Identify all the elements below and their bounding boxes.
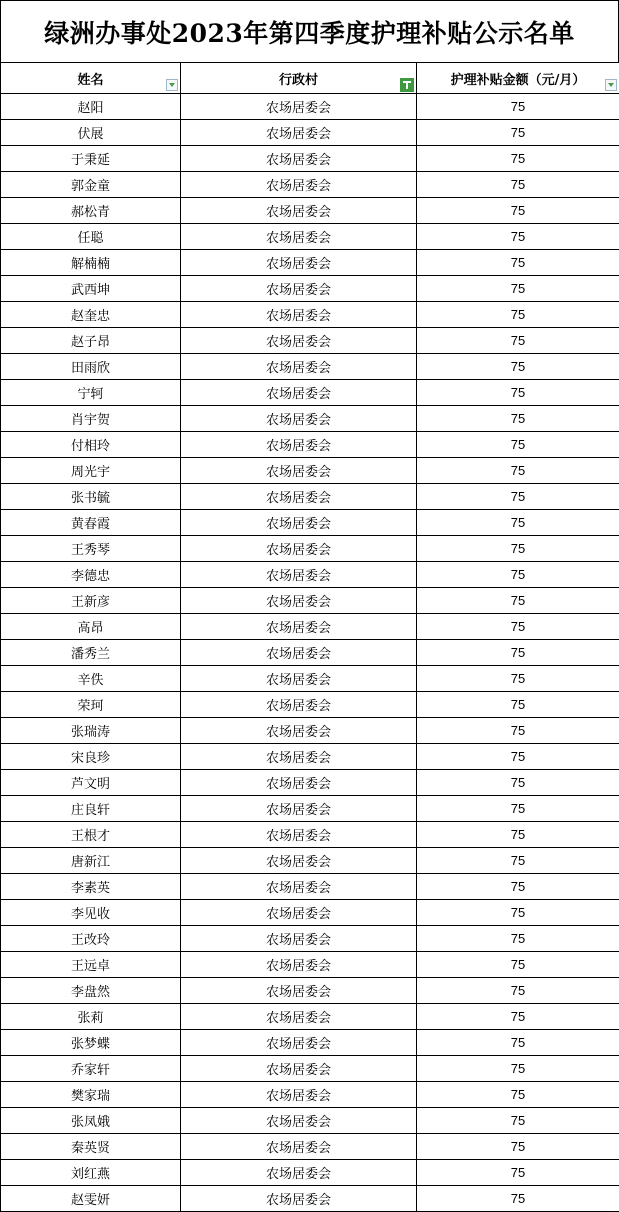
table-row bbox=[1, 302, 619, 328]
cell-village[interactable]: 农场居委会 bbox=[181, 614, 417, 640]
cell-village[interactable]: 农场居委会 bbox=[181, 536, 417, 562]
cell-village[interactable]: 农场居委会 bbox=[181, 198, 417, 224]
cell-name[interactable]: 庄良轩 bbox=[1, 796, 181, 822]
page-title: 绿洲办事处2023年第四季度护理补贴公示名单 bbox=[0, 0, 619, 62]
cell-village[interactable]: 农场居委会 bbox=[181, 1108, 417, 1134]
table-row bbox=[1, 1056, 619, 1082]
cell-amount[interactable]: 75 bbox=[417, 640, 619, 666]
table-row bbox=[1, 250, 619, 276]
cell-village[interactable]: 农场居委会 bbox=[181, 1186, 417, 1212]
cell-name[interactable]: 郭金童 bbox=[1, 172, 181, 198]
cell-village[interactable]: 农场居委会 bbox=[181, 796, 417, 822]
header-amount-label: 护理补贴金额（元/月） bbox=[450, 72, 586, 88]
table-row bbox=[1, 900, 619, 926]
table-row bbox=[1, 562, 619, 588]
table-row bbox=[1, 718, 619, 744]
cell-name[interactable]: 张梦蝶 bbox=[1, 1030, 181, 1056]
cell-amount[interactable]: 75 bbox=[417, 172, 619, 198]
cell-amount[interactable]: 75 bbox=[417, 926, 619, 952]
table-row bbox=[1, 120, 619, 146]
cell-name[interactable]: 唐新江 bbox=[1, 848, 181, 874]
filter-dropdown-icon[interactable] bbox=[166, 79, 178, 91]
cell-amount[interactable]: 75 bbox=[417, 432, 619, 458]
cell-village[interactable]: 农场居委会 bbox=[181, 666, 417, 692]
cell-village[interactable]: 农场居委会 bbox=[181, 900, 417, 926]
table-row bbox=[1, 952, 619, 978]
cell-name[interactable]: 解楠楠 bbox=[1, 250, 181, 276]
cell-village[interactable]: 农场居委会 bbox=[181, 1030, 417, 1056]
cell-village[interactable]: 农场居委会 bbox=[181, 926, 417, 952]
cell-amount[interactable]: 75 bbox=[417, 406, 619, 432]
table-row bbox=[1, 224, 619, 250]
cell-amount[interactable]: 75 bbox=[417, 380, 619, 406]
cell-amount[interactable]: 75 bbox=[417, 484, 619, 510]
cell-amount[interactable]: 75 bbox=[417, 1004, 619, 1030]
cell-village[interactable]: 农场居委会 bbox=[181, 458, 417, 484]
cell-amount[interactable]: 75 bbox=[417, 1030, 619, 1056]
cell-name[interactable]: 赵奎忠 bbox=[1, 302, 181, 328]
table-row bbox=[1, 926, 619, 952]
cell-name[interactable]: 潘秀兰 bbox=[1, 640, 181, 666]
cell-name[interactable]: 宋良珍 bbox=[1, 744, 181, 770]
cell-amount[interactable]: 75 bbox=[417, 250, 619, 276]
table-row bbox=[1, 276, 619, 302]
cell-village[interactable]: 农场居委会 bbox=[181, 562, 417, 588]
table-row bbox=[1, 770, 619, 796]
table-row bbox=[1, 328, 619, 354]
cell-amount[interactable]: 75 bbox=[417, 848, 619, 874]
table-row bbox=[1, 146, 619, 172]
table-row bbox=[1, 744, 619, 770]
cell-amount[interactable]: 75 bbox=[417, 770, 619, 796]
table-row bbox=[1, 1082, 619, 1108]
cell-name[interactable]: 王改玲 bbox=[1, 926, 181, 952]
cell-amount[interactable]: 75 bbox=[417, 328, 619, 354]
cell-amount[interactable]: 75 bbox=[417, 1134, 619, 1160]
cell-amount[interactable]: 75 bbox=[417, 744, 619, 770]
header-name-label: 姓名 bbox=[77, 72, 104, 88]
cell-village[interactable]: 农场居委会 bbox=[181, 770, 417, 796]
cell-village[interactable]: 农场居委会 bbox=[181, 354, 417, 380]
cell-amount[interactable]: 75 bbox=[417, 354, 619, 380]
cell-amount[interactable]: 75 bbox=[417, 614, 619, 640]
table-row bbox=[1, 978, 619, 1004]
cell-village[interactable]: 农场居委会 bbox=[181, 848, 417, 874]
cell-amount[interactable]: 75 bbox=[417, 1160, 619, 1186]
cell-name[interactable]: 周光宇 bbox=[1, 458, 181, 484]
table-row bbox=[1, 1160, 619, 1186]
cell-village[interactable]: 农场居委会 bbox=[181, 1056, 417, 1082]
cell-name[interactable]: 于秉延 bbox=[1, 146, 181, 172]
table-row bbox=[1, 510, 619, 536]
cell-amount[interactable]: 75 bbox=[417, 198, 619, 224]
cell-name[interactable]: 李盘然 bbox=[1, 978, 181, 1004]
cell-amount[interactable]: 75 bbox=[417, 1056, 619, 1082]
cell-name[interactable]: 付相玲 bbox=[1, 432, 181, 458]
table-row bbox=[1, 172, 619, 198]
cell-name[interactable]: 乔家轩 bbox=[1, 1056, 181, 1082]
cell-village[interactable]: 农场居委会 bbox=[181, 224, 417, 250]
cell-village[interactable]: 农场居委会 bbox=[181, 172, 417, 198]
cell-amount[interactable]: 75 bbox=[417, 120, 619, 146]
cell-name[interactable]: 张莉 bbox=[1, 1004, 181, 1030]
cell-name[interactable]: 郝松青 bbox=[1, 198, 181, 224]
cell-village[interactable]: 农场居委会 bbox=[181, 718, 417, 744]
cell-village[interactable]: 农场居委会 bbox=[181, 588, 417, 614]
table-row bbox=[1, 796, 619, 822]
cell-name[interactable]: 辛佚 bbox=[1, 666, 181, 692]
table-row bbox=[1, 848, 619, 874]
cell-village[interactable]: 农场居委会 bbox=[181, 744, 417, 770]
cell-amount[interactable]: 75 bbox=[417, 510, 619, 536]
subsidy-table bbox=[0, 62, 619, 1212]
table-row bbox=[1, 1108, 619, 1134]
cell-village[interactable]: 农场居委会 bbox=[181, 276, 417, 302]
cell-village[interactable]: 农场居委会 bbox=[181, 380, 417, 406]
cell-amount[interactable]: 75 bbox=[417, 952, 619, 978]
table-row bbox=[1, 822, 619, 848]
cell-village[interactable]: 农场居委会 bbox=[181, 978, 417, 1004]
cell-amount[interactable]: 75 bbox=[417, 146, 619, 172]
cell-village[interactable]: 农场居委会 bbox=[181, 692, 417, 718]
cell-name[interactable]: 李见收 bbox=[1, 900, 181, 926]
cell-name[interactable]: 王根才 bbox=[1, 822, 181, 848]
cell-amount[interactable]: 75 bbox=[417, 276, 619, 302]
cell-name[interactable]: 赵阳 bbox=[1, 94, 181, 120]
table-row bbox=[1, 1134, 619, 1160]
cell-village[interactable]: 农场居委会 bbox=[181, 822, 417, 848]
table-row bbox=[1, 614, 619, 640]
table-row bbox=[1, 1004, 619, 1030]
cell-name[interactable]: 张书毓 bbox=[1, 484, 181, 510]
cell-amount[interactable]: 75 bbox=[417, 900, 619, 926]
table-row bbox=[1, 666, 619, 692]
cell-name[interactable]: 田雨欣 bbox=[1, 354, 181, 380]
table-row bbox=[1, 484, 619, 510]
header-village-label: 行政村 bbox=[278, 72, 318, 88]
cell-name[interactable]: 高昂 bbox=[1, 614, 181, 640]
table-row bbox=[1, 1186, 619, 1212]
cell-village[interactable]: 农场居委会 bbox=[181, 1082, 417, 1108]
cell-name[interactable]: 王秀琴 bbox=[1, 536, 181, 562]
cell-name[interactable]: 张瑞涛 bbox=[1, 718, 181, 744]
cell-amount[interactable]: 75 bbox=[417, 1082, 619, 1108]
cell-village[interactable]: 农场居委会 bbox=[181, 874, 417, 900]
cell-village[interactable]: 农场居委会 bbox=[181, 484, 417, 510]
cell-amount[interactable]: 75 bbox=[417, 94, 619, 120]
cell-name[interactable]: 赵子昂 bbox=[1, 328, 181, 354]
cell-name[interactable]: 宁轲 bbox=[1, 380, 181, 406]
cell-name[interactable]: 伏展 bbox=[1, 120, 181, 146]
cell-name[interactable]: 秦英贤 bbox=[1, 1134, 181, 1160]
cell-name[interactable]: 武西坤 bbox=[1, 276, 181, 302]
cell-amount[interactable]: 75 bbox=[417, 302, 619, 328]
cell-name[interactable]: 王远卓 bbox=[1, 952, 181, 978]
cell-name[interactable]: 张凤娥 bbox=[1, 1108, 181, 1134]
cell-amount[interactable]: 75 bbox=[417, 874, 619, 900]
cell-amount[interactable]: 75 bbox=[417, 822, 619, 848]
filter-active-icon[interactable] bbox=[400, 78, 414, 92]
cell-amount[interactable]: 75 bbox=[417, 588, 619, 614]
cell-village[interactable]: 农场居委会 bbox=[181, 952, 417, 978]
cell-amount[interactable]: 75 bbox=[417, 536, 619, 562]
cell-name[interactable]: 肖宇贺 bbox=[1, 406, 181, 432]
cell-amount[interactable]: 75 bbox=[417, 796, 619, 822]
table-row bbox=[1, 692, 619, 718]
table-row bbox=[1, 588, 619, 614]
cell-name[interactable]: 樊家瑞 bbox=[1, 1082, 181, 1108]
cell-name[interactable]: 李德忠 bbox=[1, 562, 181, 588]
cell-village[interactable]: 农场居委会 bbox=[181, 406, 417, 432]
cell-amount[interactable]: 75 bbox=[417, 1186, 619, 1212]
header-name bbox=[1, 63, 181, 94]
cell-name[interactable]: 芦文明 bbox=[1, 770, 181, 796]
cell-amount[interactable]: 75 bbox=[417, 692, 619, 718]
cell-name[interactable]: 李素英 bbox=[1, 874, 181, 900]
cell-village[interactable]: 农场居委会 bbox=[181, 328, 417, 354]
cell-village[interactable]: 农场居委会 bbox=[181, 250, 417, 276]
table-row bbox=[1, 406, 619, 432]
header-amount bbox=[417, 63, 619, 94]
cell-village[interactable]: 农场居委会 bbox=[181, 146, 417, 172]
cell-amount[interactable]: 75 bbox=[417, 978, 619, 1004]
cell-amount[interactable]: 75 bbox=[417, 458, 619, 484]
cell-name[interactable]: 荣珂 bbox=[1, 692, 181, 718]
cell-village[interactable]: 农场居委会 bbox=[181, 94, 417, 120]
cell-village[interactable]: 农场居委会 bbox=[181, 640, 417, 666]
cell-village[interactable]: 农场居委会 bbox=[181, 432, 417, 458]
table-row bbox=[1, 874, 619, 900]
table-row bbox=[1, 94, 619, 120]
filter-dropdown-icon[interactable] bbox=[605, 79, 617, 91]
table-row bbox=[1, 458, 619, 484]
table-row bbox=[1, 380, 619, 406]
cell-village[interactable]: 农场居委会 bbox=[181, 120, 417, 146]
cell-amount[interactable]: 75 bbox=[417, 224, 619, 250]
cell-amount[interactable]: 75 bbox=[417, 718, 619, 744]
cell-name[interactable]: 王新彦 bbox=[1, 588, 181, 614]
cell-village[interactable]: 农场居委会 bbox=[181, 510, 417, 536]
cell-amount[interactable]: 75 bbox=[417, 562, 619, 588]
table-row bbox=[1, 354, 619, 380]
table-row bbox=[1, 536, 619, 562]
header-row bbox=[1, 63, 619, 94]
cell-village[interactable]: 农场居委会 bbox=[181, 302, 417, 328]
cell-name[interactable]: 黄春霞 bbox=[1, 510, 181, 536]
cell-amount[interactable]: 75 bbox=[417, 666, 619, 692]
cell-name[interactable]: 刘红燕 bbox=[1, 1160, 181, 1186]
cell-amount[interactable]: 75 bbox=[417, 1108, 619, 1134]
table-row bbox=[1, 198, 619, 224]
cell-village[interactable]: 农场居委会 bbox=[181, 1134, 417, 1160]
cell-name[interactable]: 赵雯妍 bbox=[1, 1186, 181, 1212]
table-row bbox=[1, 640, 619, 666]
cell-village[interactable]: 农场居委会 bbox=[181, 1160, 417, 1186]
cell-village[interactable]: 农场居委会 bbox=[181, 1004, 417, 1030]
table-row bbox=[1, 432, 619, 458]
cell-name[interactable]: 任聪 bbox=[1, 224, 181, 250]
header-village bbox=[181, 63, 417, 94]
table-row bbox=[1, 1030, 619, 1056]
